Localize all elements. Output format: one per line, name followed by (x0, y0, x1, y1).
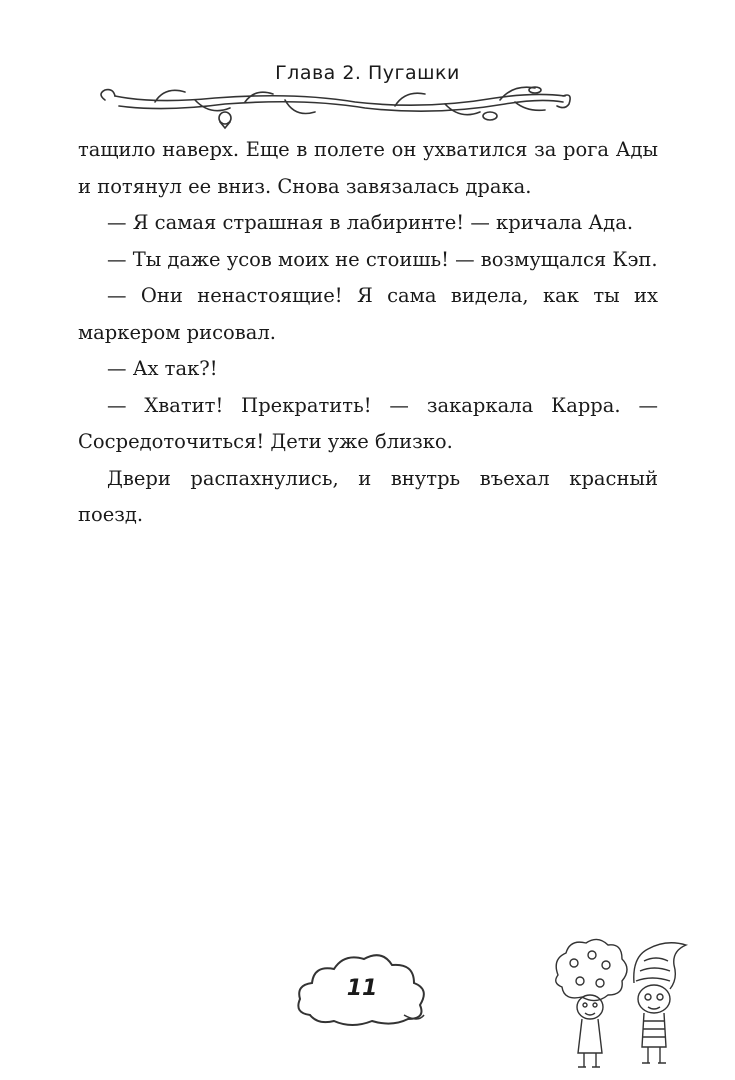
page-number: 11 (346, 976, 378, 1001)
cartoon-kids-icon (548, 935, 698, 1075)
paragraph: Двери распахнулись, и внутрь въехал красный поезд. (78, 466, 658, 526)
body-text (78, 132, 658, 534)
paragraph: — Ты даже усов моих не стоишь! — возмущался Кэп. (107, 247, 658, 271)
chapter-title: Глава 2. Пугашки (275, 62, 460, 84)
paragraph: — Хватит! Прекратить! — закаркала Карра. — Сосредоточиться! Дети уже близко. (78, 393, 658, 453)
vine-ornament-icon (95, 82, 575, 132)
paragraph: — Я самая страшная в лабиринте! — кричала Ада. (107, 211, 634, 234)
paragraph: — Они ненастоящие! Я сама видела, как ты их маркером рисовал. (78, 284, 658, 344)
paragraph: — Ах так?! (107, 357, 218, 380)
paragraph: тащило наверх. Еще в полете он ухватился за рога Ады и потянул ее вниз. Снова завязалась драка. (78, 138, 658, 198)
